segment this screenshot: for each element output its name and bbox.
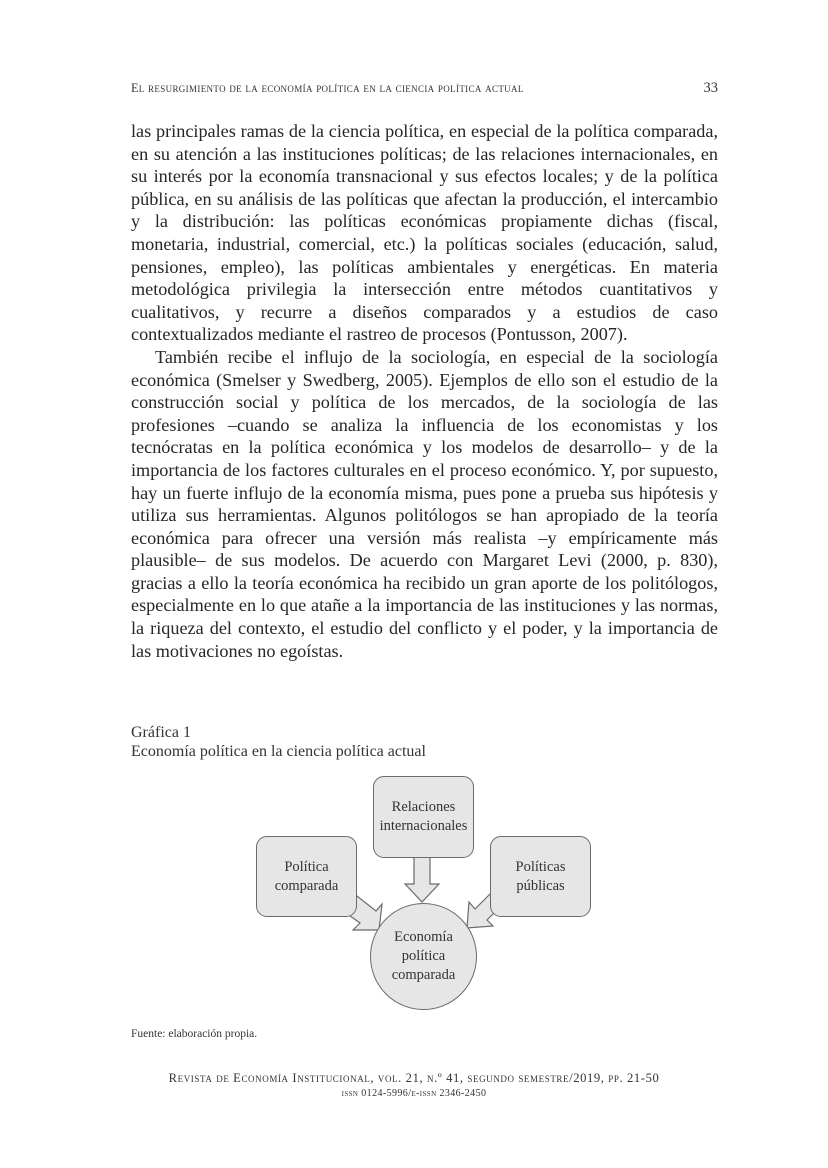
figure-label: Gráfica 1 xyxy=(131,724,191,741)
running-head xyxy=(131,80,718,97)
page-number: 33 xyxy=(703,80,718,96)
body-text xyxy=(131,120,718,662)
footer-issn: issn 0124-5996/e-issn 2346-2450 xyxy=(341,1088,487,1099)
node-economia-politica-comparada: Economía política comparada xyxy=(370,903,477,1010)
node-relaciones-internacionales: Relaciones internacionales xyxy=(373,776,474,858)
node-politica-comparada: Política comparada xyxy=(256,836,357,917)
paragraph: las principales ramas de la ciencia política, en especial de la política comparada, en su atención a las instituciones políticas; de las relaciones internacionales, en su interés por la economía transnacional y sus efectos locales; y de la política pública, en su análisis de las políticas que afectan la producción, el intercambio y la distribución: las políticas económicas propiamente dichas (fiscal, monetaria, industrial, comercial, etc.) la políticas sociales (educación, salud, pensiones, empleo), las políticas ambientales y energéticas. En materia metodológica privilegia la intersección entre métodos cuantitativos y cualitativos, y recurre a diseños comparados y a estudios de caso contextualizados mediante el rastreo de procesos (Pontusson, 2007). xyxy=(131,121,718,345)
paragraph: También recibe el influjo de la sociología, en especial de la sociología económica (Smelser y Swedberg, 2005). Ejemplos de ello son el estudio de la construcción social y política de los mercados, de la sociología de las profesiones –cuando se analiza la influencia de los economistas y los tecnócratas en la política económica y los modelos de desarrollo– y de la importancia de los factores culturales en el proceso económico. Y, por supuesto, hay un fuerte influjo de la economía misma, pues pone a prueba sus hipótesis y utiliza sus herramientas. Algunos politólogos se han apropiado de la teoría económica para ofrecer una versión más realista –y empíricamente más plausible– de sus modelos. De acuerdo con Margaret Levi (2000, p. 830), gracias a ello la teoría económica ha recibido un gran aporte de los politólogos, especialmente en lo que atañe a la importancia de las instituciones y las normas, la riqueza del contexto, el estudio del conflicto y el poder, y la importancia de las motivaciones no egoístas. xyxy=(131,346,718,661)
running-title: El resurgimiento de la economía política en la ciencia política actual xyxy=(131,81,524,95)
figure-source: Fuente: elaboración propia. xyxy=(131,1028,258,1040)
figure-title: Economía política en la ciencia política actual xyxy=(131,743,426,760)
footer-journal: Revista de Economía Institucional, vol. 21, n.º 41, segundo semestre/2019, pp. 21-50 xyxy=(168,1071,660,1085)
node-politicas-publicas: Políticas públicas xyxy=(490,836,591,917)
